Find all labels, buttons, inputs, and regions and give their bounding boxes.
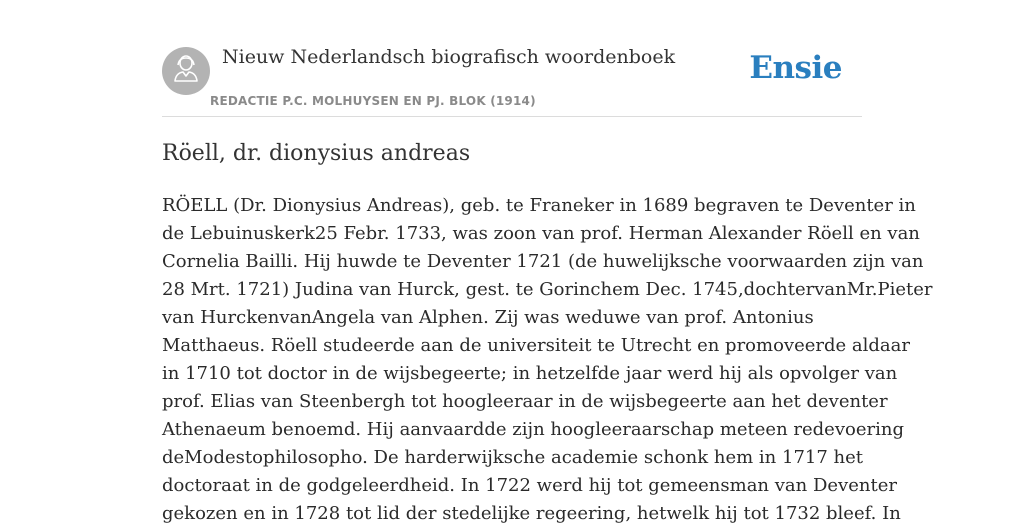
article-text-line: RÖELL (Dr. Dionysius Andreas), geb. te Franeker in 1689 begraven te Deventer in <box>162 195 916 216</box>
article-text-line: de Lebuinuskerk25 Febr. 1733, was zoon van prof. Herman Alexander Röell en van <box>162 223 920 244</box>
article-text-line: Athenaeum benoemd. Hij aanvaardde zijn hoogleeraarschap meteen redevoering <box>162 419 904 440</box>
article-text-line: prof. Elias van Steenbergh tot hoogleeraar in de wijsbegeerte aan het deventer <box>162 391 888 412</box>
article-body <box>162 192 933 528</box>
article-text-line: Matthaeus. Röell studeerde aan de universiteit te Utrecht en promoveerde aldaar <box>162 335 910 356</box>
article-title: Röell, dr. dionysius andreas <box>162 141 471 166</box>
avatar[interactable] <box>162 47 210 95</box>
article-text-line: van HurckenvanAngela van Alphen. Zij was weduwe van prof. Antonius <box>162 307 814 328</box>
editors-credit: REDACTIE P.C. MOLHUYSEN EN PJ. BLOK (1914) <box>210 94 536 108</box>
user-icon <box>172 54 200 88</box>
article-text-line: 28 Mrt. 1721) Judina van Hurck, gest. te Gorinchem Dec. 1745,dochtervanMr.Pieter <box>162 279 933 300</box>
article-text-line: deModestophilosopho. De harderwijksche academie schonk hem in 1717 het <box>162 447 863 468</box>
article-text-line: in 1710 tot doctor in de wijsbegeerte; in hetzelfde jaar werd hij als opvolger van <box>162 363 898 384</box>
page-header <box>162 0 862 117</box>
article-text-line: doctoraat in de godgeleerdheid. In 1722 werd hij tot gemeensman van Deventer <box>162 475 897 496</box>
ensie-logo[interactable]: Ensie <box>749 50 842 86</box>
article-text-line: Cornelia Bailli. Hij huwde te Deventer 1721 (de huwelijksche voorwaarden zijn van <box>162 251 924 272</box>
page-container <box>162 0 933 524</box>
book-title[interactable]: Nieuw Nederlandsch biografisch woordenboek <box>222 46 676 68</box>
article-text-line: gekozen en in 1728 tot lid der stedelijke regeering, hetwelk hij tot 1732 bleef. In <box>162 503 901 524</box>
